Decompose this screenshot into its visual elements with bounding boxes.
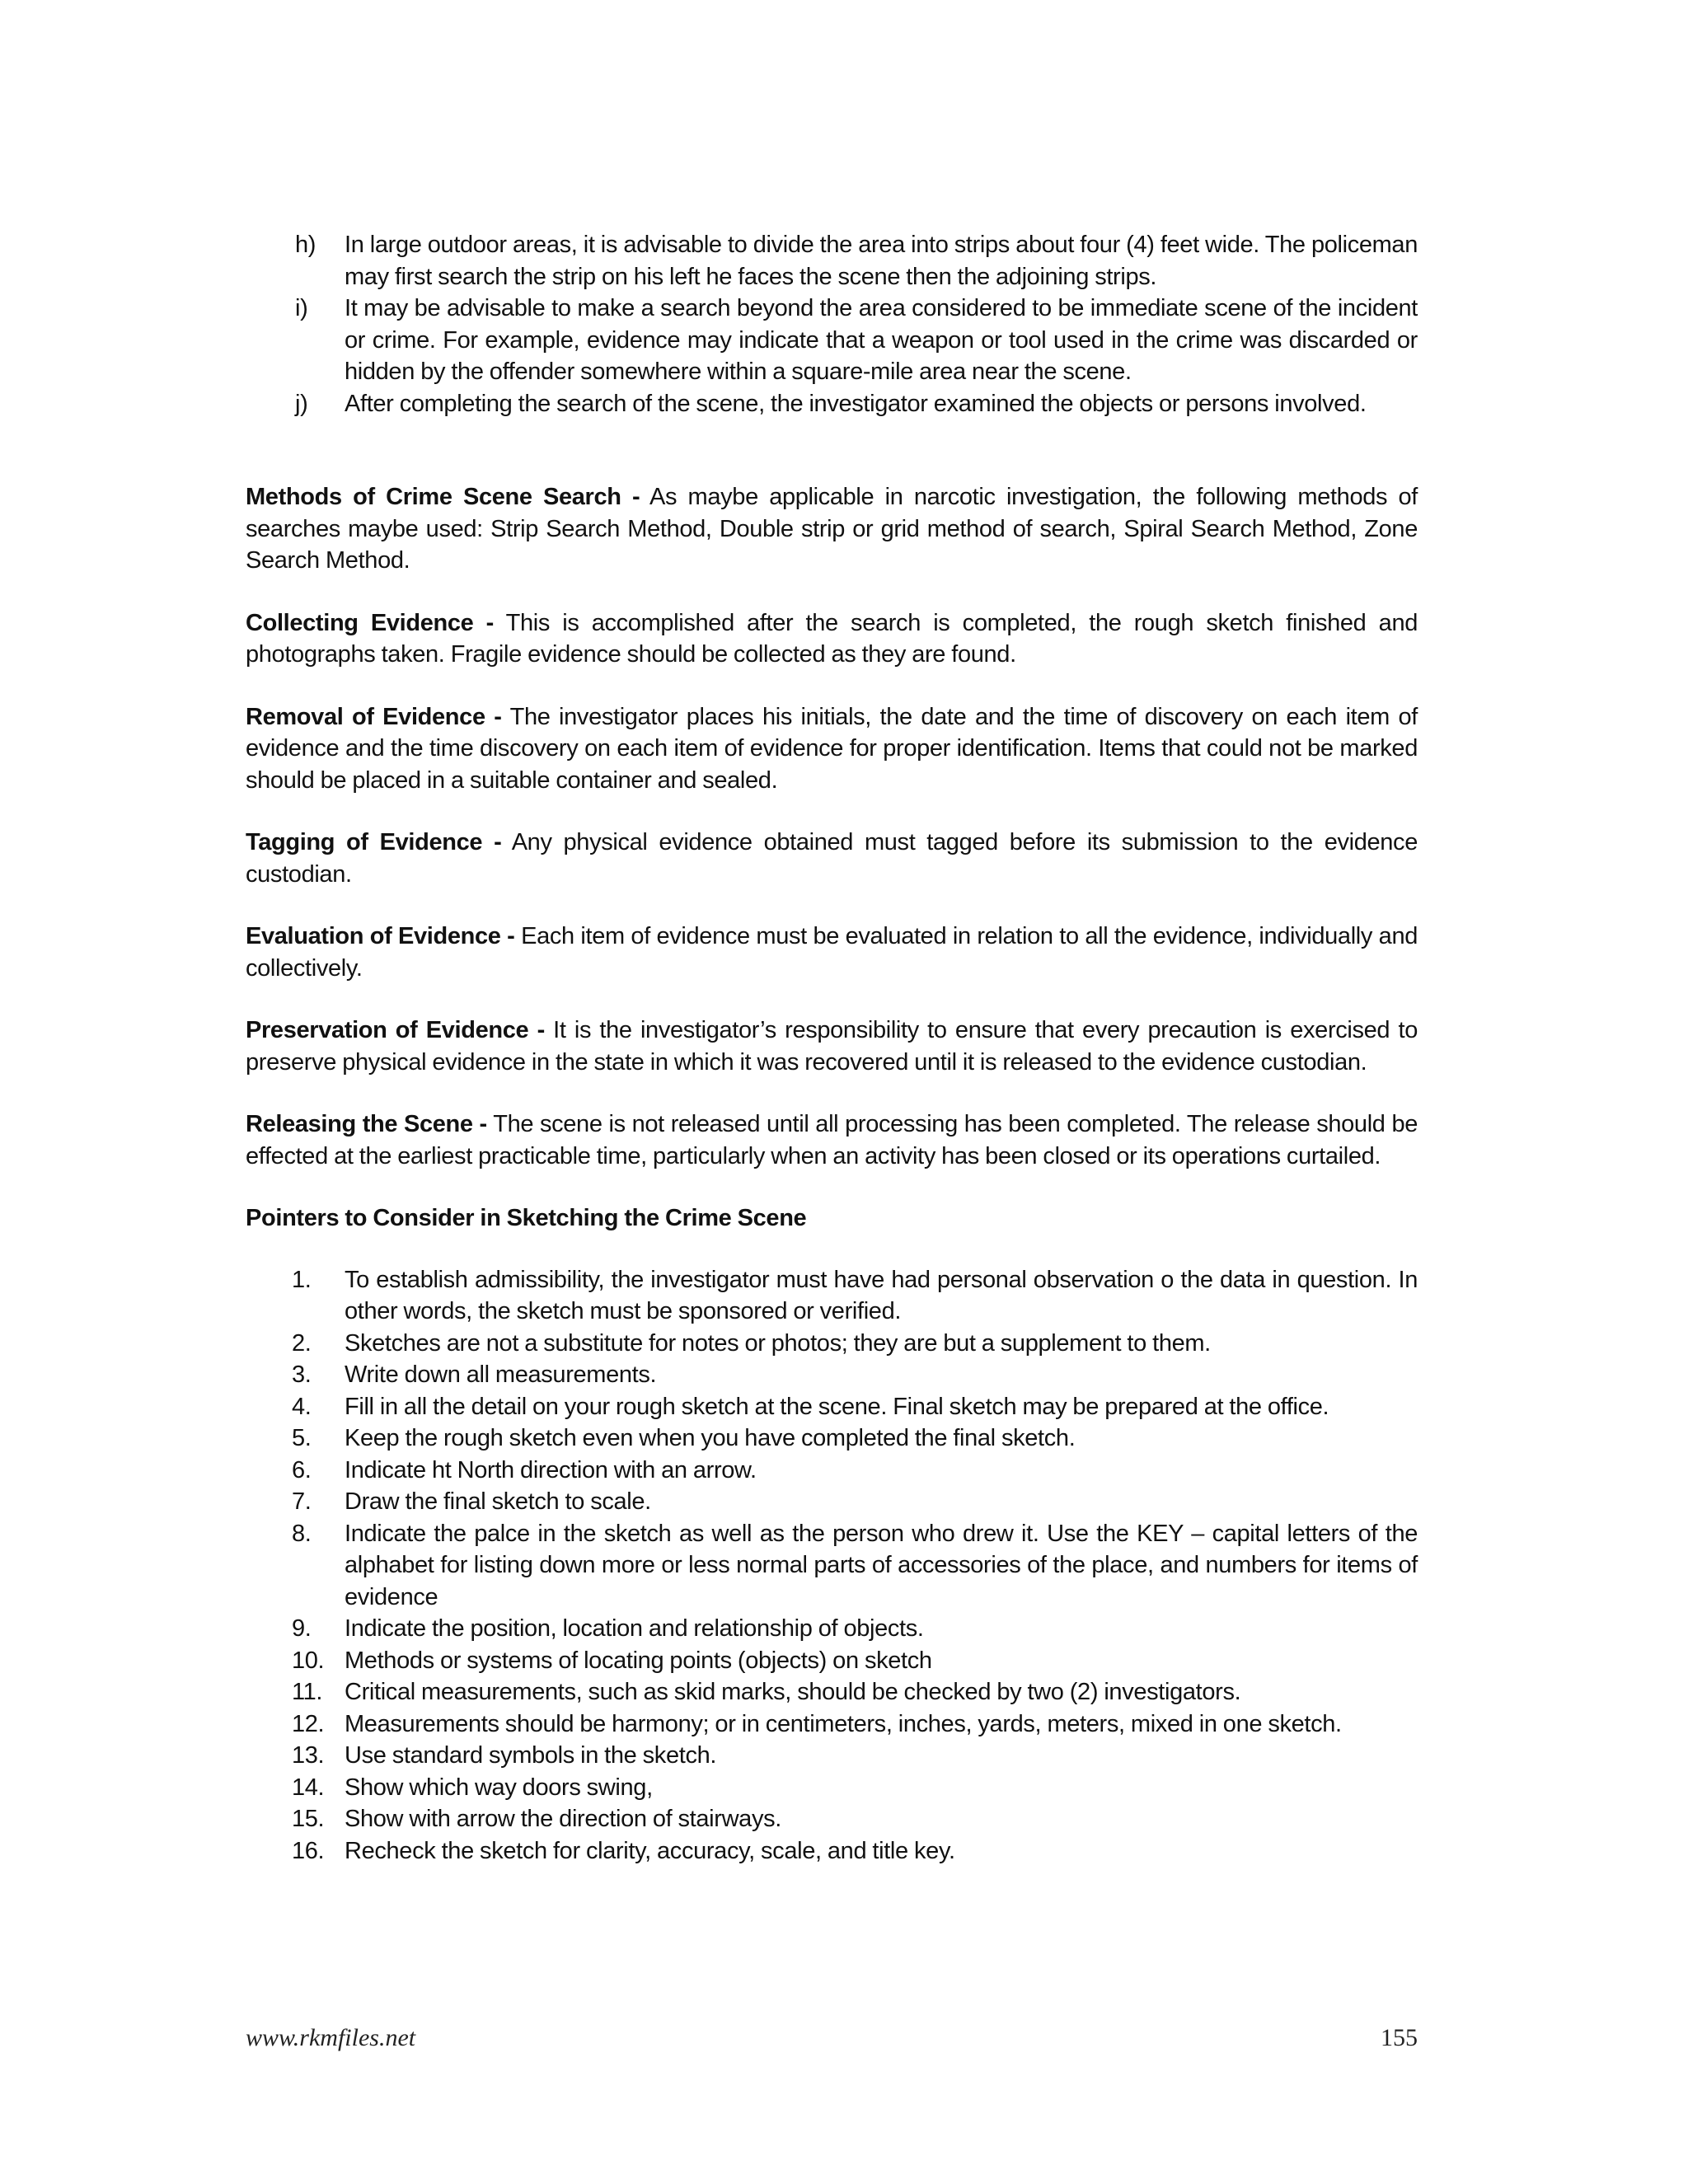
list-item-text: Indicate the position, location and relationship of objects.: [345, 1615, 924, 1642]
list-marker: 10.: [292, 1647, 325, 1674]
list-marker: 11.: [292, 1679, 323, 1705]
list-item: [246, 1708, 1418, 1741]
page-number: 155: [1381, 2024, 1418, 2051]
list-item: [246, 1264, 1418, 1328]
list-marker: 8.: [292, 1520, 312, 1547]
list-marker: 9.: [292, 1615, 312, 1642]
footer-website: www.rkmfiles.net: [246, 2024, 416, 2051]
list-marker: 1.: [292, 1266, 312, 1293]
list-item: [246, 1772, 1418, 1804]
list-item: [246, 1613, 1418, 1645]
list-marker: 4.: [292, 1393, 312, 1420]
list-marker: j): [295, 390, 308, 417]
list-item: [246, 229, 1418, 293]
list-item: [246, 1835, 1418, 1868]
list-item-text: It may be advisable to make a search beyond the area considered to be immediate scene of the incident or crime. For example, evidence may indicate that a weapon or tool used in the crime was discarded or hidden by the offender somewhere within a square-mile area near the scene.: [345, 295, 1418, 385]
list-item: [246, 1645, 1418, 1677]
list-item: [246, 1486, 1418, 1518]
list-item-text: Recheck the sketch for clarity, accuracy, scale, and title key.: [345, 1837, 955, 1864]
section-collecting-evidence: [246, 607, 1418, 671]
list-item: [246, 1803, 1418, 1835]
section-releasing-the-scene: [246, 1108, 1418, 1172]
list-item-text: Critical measurements, such as skid marks, should be checked by two (2) investigators.: [345, 1679, 1241, 1705]
list-marker: 16.: [292, 1837, 325, 1864]
list-item-text: In large outdoor areas, it is advisable to divide the area into strips about four (4) feet wide. The policeman may first search the strip on his left he faces the scene then the adjoining strips.: [345, 232, 1418, 290]
list-item: [246, 1455, 1418, 1487]
section-evaluation-of-evidence: [246, 921, 1418, 984]
pointers-heading: Pointers to Consider in Sketching the Crime Scene: [246, 1205, 807, 1231]
section-tagging-of-evidence: [246, 827, 1418, 890]
list-item-text: To establish admissibility, the investigator must have had personal observation o the data in question. In other words, the sketch must be sponsored or verified.: [345, 1266, 1418, 1324]
list-item: [246, 1518, 1418, 1614]
section-text: As maybe applicable in narcotic investigation, the following methods of searches maybe used: Strip Search Method, Double strip or grid method of search, Spiral Search Method, Zone Search Method.: [246, 484, 1418, 574]
list-marker: i): [295, 295, 308, 321]
list-marker: 3.: [292, 1361, 312, 1388]
list-item: [246, 293, 1418, 388]
list-marker: h): [295, 232, 316, 258]
list-item-text: Show with arrow the direction of stairways.: [345, 1806, 781, 1832]
list-item-text: Methods or systems of locating points (objects) on sketch: [345, 1647, 932, 1674]
lettered-list: [246, 229, 1418, 419]
section-text: Each item of evidence must be evaluated in relation to all the evidence, individually and collectively.: [246, 923, 1418, 982]
list-item: [246, 1740, 1418, 1772]
section-methods-of-search: [246, 481, 1418, 577]
section-term: Collecting Evidence -: [246, 609, 494, 636]
list-item-text: Indicate ht North direction with an arrow.: [345, 1456, 757, 1483]
list-item: [246, 1359, 1418, 1391]
list-item-text: Sketches are not a substitute for notes or photos; they are but a supplement to them.: [345, 1329, 1211, 1357]
list-marker: 7.: [292, 1488, 312, 1515]
section-text: It is the investigator’s responsibility to ensure that every precaution is exercised to preserve physical evidence in the state in which it was recovered until it is released to the evidence custodian.: [246, 1017, 1418, 1076]
section-term: Evaluation of Evidence -: [246, 923, 515, 949]
list-item: [246, 1328, 1418, 1360]
list-marker: 14.: [292, 1774, 325, 1801]
section-text: The investigator places his initials, the date and the time of discovery on each item of evidence and the time discovery on each item of evidence for proper identification. Items that could not be marked should be placed in a suitable container and sealed.: [246, 703, 1418, 794]
list-item-text: Measurements should be harmony; or in centimeters, inches, yards, meters, mixed in one sketch.: [345, 1710, 1342, 1737]
list-item: [246, 1676, 1418, 1708]
section-term: Removal of Evidence -: [246, 703, 502, 730]
list-item-text: Write down all measurements.: [345, 1361, 657, 1388]
list-marker: 5.: [292, 1425, 312, 1451]
section-term: Releasing the Scene -: [246, 1111, 487, 1137]
list-item: [246, 388, 1418, 420]
list-marker: 13.: [292, 1742, 325, 1769]
section-preservation-of-evidence: [246, 1015, 1418, 1078]
section-term: Methods of Crime Scene Search -: [246, 484, 640, 510]
list-marker: 15.: [292, 1806, 325, 1832]
page-content: [246, 229, 1418, 1867]
list-item-text: After completing the search of the scene, the investigator examined the objects or persons involved.: [345, 390, 1367, 417]
list-item-text: Indicate the palce in the sketch as well as the person who drew it. Use the KEY – capital letters of the alphabet for listing down more or less normal parts of accessories of the place, and numbers for items of evidence: [345, 1520, 1418, 1610]
pointers-list: [246, 1264, 1418, 1868]
list-marker: 6.: [292, 1456, 312, 1483]
section-term: Preservation of Evidence -: [246, 1017, 545, 1043]
list-item: [246, 1422, 1418, 1455]
list-item-text: Fill in all the detail on your rough sketch at the scene. Final sketch may be prepared at the office.: [345, 1393, 1329, 1420]
list-item: [246, 1391, 1418, 1423]
section-term: Tagging of Evidence -: [246, 829, 502, 855]
list-item-text: Draw the final sketch to scale.: [345, 1488, 651, 1515]
list-item-text: Use standard symbols in the sketch.: [345, 1742, 717, 1769]
section-text: Any physical evidence obtained must tagged before its submission to the evidence custodian.: [246, 829, 1418, 888]
section-text: The scene is not released until all processing has been completed. The release should be effected at the earliest practicable time, particularly when an activity has been closed or its operations curtailed.: [246, 1111, 1418, 1169]
section-removal-of-evidence: [246, 701, 1418, 797]
list-marker: 2.: [292, 1329, 312, 1357]
list-marker: 12.: [292, 1710, 325, 1737]
list-item-text: Show which way doors swing,: [345, 1774, 653, 1801]
list-item-text: Keep the rough sketch even when you have completed the final sketch.: [345, 1425, 1076, 1451]
section-text: This is accomplished after the search is completed, the rough sketch finished and photographs taken. Fragile evidence should be collected as they are found.: [246, 609, 1418, 668]
